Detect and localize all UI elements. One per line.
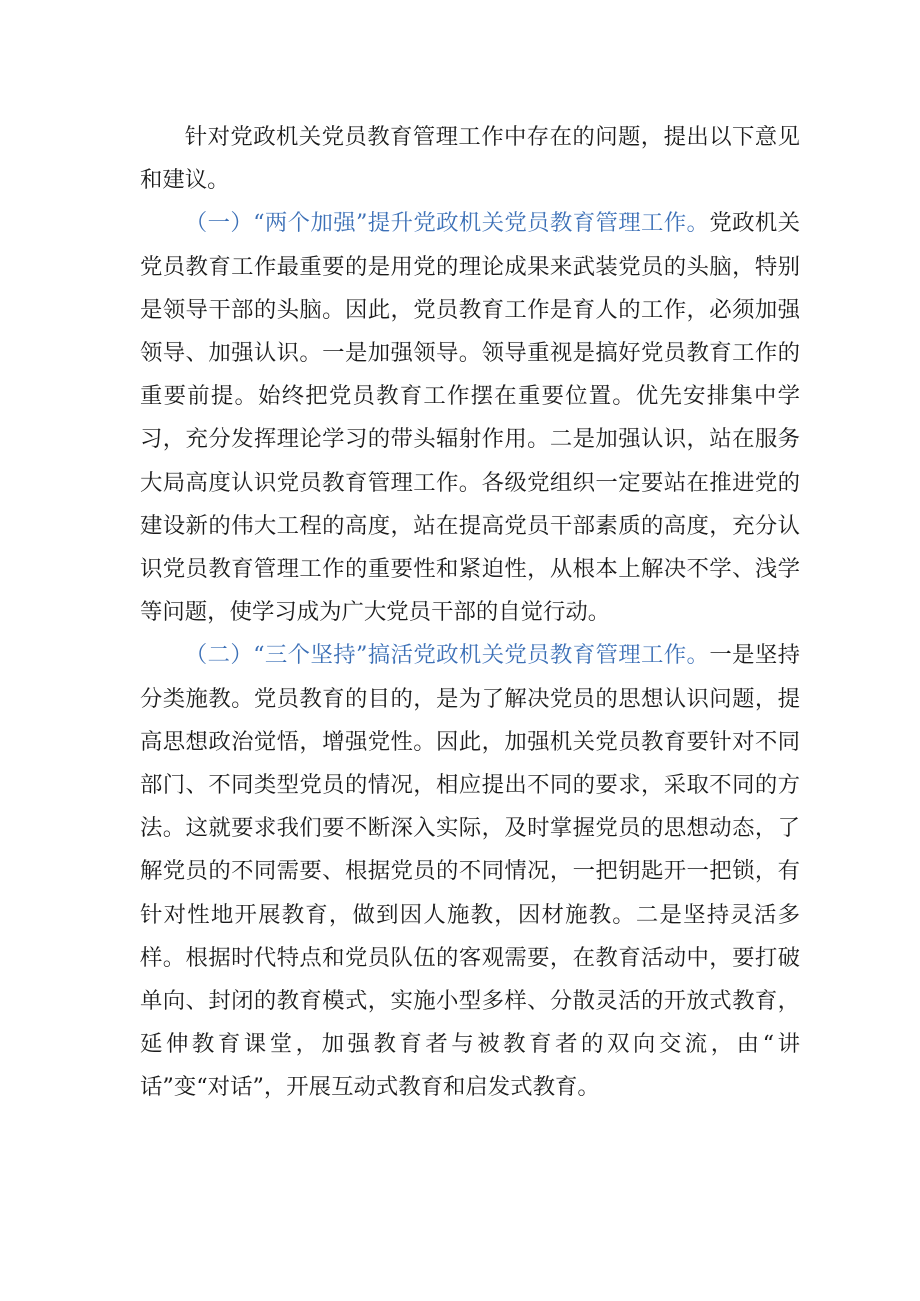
section-1-body: 党政机关党员教育工作最重要的是用党的理论成果来武装党员的头脑，特别是领导干部的头脑。因此，党员教育工作是育人的工作，必须加强领导、加强认识。一是加强领导。领导重视是搞好党员教育工作的重要前提。始终把党员教育工作摆在重要位置。优先安排集中学习，充分发挥理论学习的带头辐射作用。二是加强认识，站在服务大局高度认识党员教育管理工作。各级党组织一定要站在推进党的建设新的伟大工程的高度，站在提高党员干部素质的高度，充分认识党员教育管理工作的重要性和紧迫性，从根本上解决不学、浅学等问题，使学习成为广大党员干部的自觉行动。 [140, 210, 801, 626]
section-2-body: 一是坚持分类施教。党员教育的目的，是为了解决党员的思想认识问题，提高思想政治觉悟，增强党性。因此，加强机关党员教育要针对不同部门、不同类型党员的情况，相应提出不同的要求，采取不同的方法。这就要求我们要不断深入实际，及时掌握党员的思想动态，了解党员的不同需要、根据党员的不同情况，一把钥匙开一把锁，有针对性地开展教育，做到因人施教，因材施教。二是坚持灵活多样。根据时代特点和党员队伍的客观需要，在教育活动中，要打破单向、封闭的教育模式，实施小型多样、分散灵活的开放式教育，延伸教育课堂，加强教育者与被教育者的双向交流，由“讲话”变“对话”，开展互动式教育和启发式教育。 [140, 642, 801, 1101]
document-body [140, 116, 800, 1110]
section-2-heading: （二）“三个坚持”搞活党政机关党员教育管理工作。 [184, 642, 710, 669]
section-1-paragraph [140, 202, 800, 634]
section-1-heading: （一）“两个加强”提升党政机关党员教育管理工作。 [184, 210, 710, 237]
intro-paragraph [140, 116, 800, 202]
section-2-paragraph [140, 634, 800, 1109]
intro-text: 针对党政机关党员教育管理工作中存在的问题，提出以下意见和建议。 [140, 124, 800, 194]
